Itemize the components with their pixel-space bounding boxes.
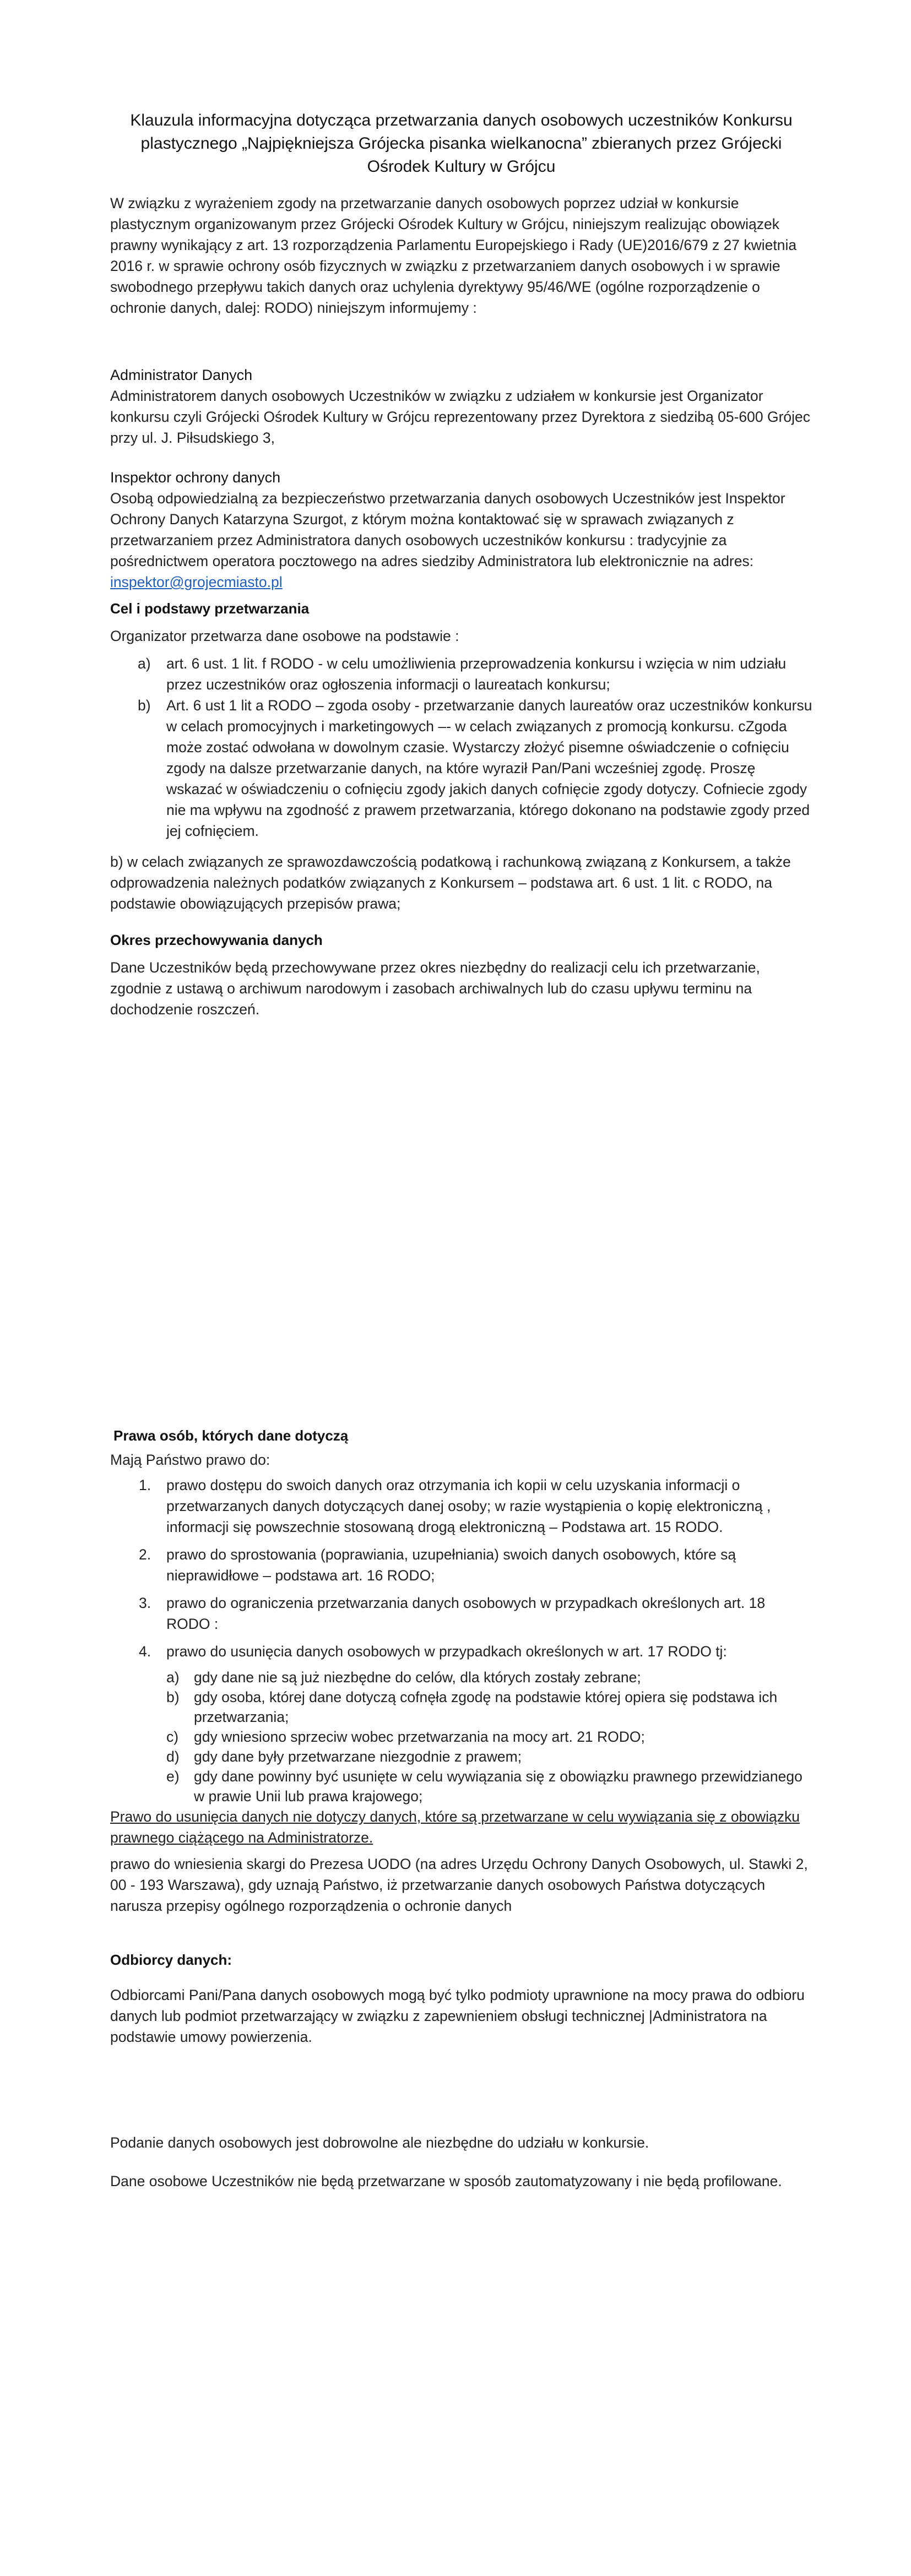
list-item-text: gdy wniesiono sprzeciw wobec przetwarzania na mocy art. 21 RODO; [194, 1729, 645, 1745]
list-item-text: gdy dane powinny być usunięte w celu wywiązania się z obowiązku prawnego przewidzianego w prawie Unii lub prawa krajowego; [194, 1768, 802, 1805]
iod-text [110, 488, 812, 593]
document-title: Klauzula informacyjna dotycząca przetwarzania danych osobowych uczestników Konkursu plastycznego „Najpiękniejsza Grójecka pisanka wielkanocna” zbieranych przez Grójecki Ośrodek Kultury w Grójcu [130, 111, 793, 176]
erasure-exception-note: Prawo do usunięcia danych nie dotyczy danych, które są przetwarzane w celu wywiązania się z obowiązku prawnego ciążącego na Administratorze. [110, 1808, 800, 1846]
list-item [110, 1544, 812, 1586]
list-marker: b) [166, 1689, 180, 1705]
list-item-text: gdy dane były przetwarzane niezgodnie z prawem; [194, 1748, 522, 1765]
list-marker: 2. [139, 1546, 151, 1563]
section-administrator [110, 365, 812, 448]
purpose-heading: Cel i podstawy przetwarzania [110, 600, 310, 617]
complaint-paragraph: prawo do wniesienia skargi do Prezesa UODO (na adres Urzędu Ochrony Danych Osobowych, ul. Stawki 2, 00 - 193 Warszawa), gdy uznają Państwo, iż przetwarzanie danych osobowych Państwa dotyczących narusza przepisy ogólnego rozporządzenia o ochronie danych [110, 1856, 808, 1914]
list-marker: a) [166, 1669, 180, 1686]
recipients-heading: Odbiorcy danych: [110, 1952, 232, 1968]
administrator-heading: Administrator Danych [110, 367, 253, 383]
list-item-text: prawo do usunięcia danych osobowych w przypadkach określonych w art. 17 RODO tj: [166, 1643, 727, 1660]
list-item [110, 1747, 812, 1767]
list-marker: 1. [139, 1477, 151, 1493]
retention-heading: Okres przechowywania danych [110, 932, 323, 948]
iod-email-link[interactable]: inspektor@grojecmiasto.pl [110, 574, 283, 590]
list-item [110, 653, 812, 695]
retention-text: Dane Uczestników będą przechowywane przez okres niezbędny do realizacji celu ich przetwarzanie, zgodnie z ustawą o archiwum narodowym i zasobach archiwalnych lub do czasu upływu terminu na dochodzenie roszczeń. [110, 959, 760, 1018]
list-item [110, 1727, 812, 1747]
section-retention [110, 930, 812, 1020]
section-recipients [110, 1949, 812, 2047]
list-item-text: Art. 6 ust 1 lit a RODO – zgoda osoby - przetwarzanie danych laureatów oraz uczestników konkursu w celach promocyjnych i marketingowych –- w celach związanych z promocją konkursu. cZgoda może zostać odwołana w dowolnym czasie. Wystarczy złożyć pisemne oświadczenie o cofnięciu zgody na dalsze przetwarzanie danych, na które wyraził Pan/Pani wcześniej zgodę. Proszę wskazać w oświadczeniu o cofnięciu zgody jakich danych cofnięcie zgody dotyczy. Cofniecie zgody nie ma wpływu na zgodność z prawem przetwarzania, którego dokonano na podstawie zgody przed jej cofnięciem. [166, 697, 812, 839]
voluntary-note: Podanie danych osobowych jest dobrowolne ale niezbędne do udziału w konkursie. [110, 2134, 649, 2151]
list-item [110, 1641, 812, 1662]
purpose-tail: b) w celach związanych ze sprawozdawczością podatkową i rachunkową związaną z Konkursem, a także odprowadzenia należnych podatków związanych z Konkursem – podstawa art. 6 ust. 1 lit. c RODO, na podstawie obowiązujących przepisów prawa; [110, 854, 791, 912]
list-item [110, 1687, 812, 1727]
list-item [110, 1767, 812, 1806]
profiling-note: Dane osobowe Uczestników nie będą przetwarzane w sposób zautomatyzowany i nie będą profilowane. [110, 2173, 782, 2189]
list-item-text: prawo do ograniczenia przetwarzania danych osobowych w przypadkach określonych art. 18 RODO : [166, 1595, 766, 1632]
list-item [110, 1475, 812, 1537]
list-marker: d) [166, 1748, 180, 1765]
list-item-text: gdy osoba, której dane dotyczą cofnęła zgodę na podstawie której opiera się podstawa ich przetwarzania; [194, 1689, 778, 1725]
iod-heading: Inspektor ochrony danych [110, 469, 281, 486]
rights-list [110, 1475, 812, 1662]
rights-sub-list [110, 1667, 812, 1806]
section-rights [110, 1425, 812, 1916]
iod-text-body: Osobą odpowiedzialną za bezpieczeństwo przetwarzania danych osobowych Uczestników jest Inspektor Ochrony Danych Katarzyna Szurgot, z którym można kontaktować się w sprawach związanych z przetwarzaniem przez Administratora danych osobowych uczestników konkursu : tradycyjnie za pośrednictwem operatora pocztowego na adres siedziby Administratora lub elektronicznie na adres: [110, 490, 785, 569]
list-item-text: art. 6 ust. 1 lit. f RODO - w celu umożliwienia przeprowadzenia konkursu i wzięcia w nim udziału przez uczestników oraz ogłoszenia informacji o laureatach konkursu; [166, 655, 787, 693]
list-marker: e) [166, 1768, 180, 1785]
purpose-list [110, 653, 812, 841]
purpose-lead: Organizator przetwarza dane osobowe na podstawie : [110, 628, 459, 644]
rights-heading: Prawa osób, których dane dotyczą [113, 1427, 349, 1444]
recipients-text: Odbiorcami Pani/Pana danych osobowych mogą być tylko podmioty uprawnione na mocy prawa do odbioru danych lub podmiot przetwarzający w związku z zapewnieniem obsługi technicznej |Administratora na podstawie umowy powierzenia. [110, 1987, 805, 2045]
list-marker: a) [138, 655, 151, 672]
list-marker: c) [166, 1729, 179, 1745]
list-item-text: prawo dostępu do swoich danych oraz otrzymania ich kopii w celu uzyskania informacji o przetwarzanych danych dotyczących danej osoby; w razie wystąpienia o kopię elektroniczną , informacji się powszechnie stosowaną drogą elektroniczną – Podstawa art. 15 RODO. [166, 1477, 771, 1535]
list-item [110, 695, 812, 841]
list-marker: 3. [139, 1595, 151, 1611]
intro-paragraph: W związku z wyrażeniem zgody na przetwarzanie danych osobowych poprzez udział w konkursie plastycznym organizowanym przez Grójecki Ośrodek Kultury w Grójcu, niniejszym realizując obowiązek prawny wynikający z art. 13 rozporządzenia Parlamentu Europejskiego i Rady (UE)2016/679 z 27 kwietnia 2016 r. w sprawie ochrony osób fizycznych w związku z przetwarzaniem danych osobowych i w sprawie swobodnego przepływu takich danych oraz uchylenia dyrektywy 95/46/WE (ogólne rozporządzenie o ochronie danych, dalej: RODO) niniejszym informujemy : [110, 195, 797, 316]
section-iod [110, 467, 812, 593]
list-marker: b) [138, 697, 151, 714]
rights-lead: Mają Państwo prawo do: [110, 1452, 270, 1468]
section-purpose [110, 598, 812, 914]
administrator-text: Administratorem danych osobowych Uczestników w związku z udziałem w konkursie jest Organizator konkursu czyli Grójecki Ośrodek Kultury w Grójcu reprezentowany przez Dyrektora z siedzibą 05-600 Grójec przy ul. J. Piłsudskiego 3, [110, 388, 811, 446]
list-item [110, 1667, 812, 1687]
list-item [110, 1593, 812, 1634]
list-item-text: prawo do sprostowania (poprawiania, uzupełniania) swoich danych osobowych, które są nieprawidłowe – podstawa art. 16 RODO; [166, 1546, 736, 1584]
list-marker: 4. [139, 1643, 151, 1660]
list-item-text: gdy dane nie są już niezbędne do celów, dla których zostały zebrane; [194, 1669, 641, 1686]
